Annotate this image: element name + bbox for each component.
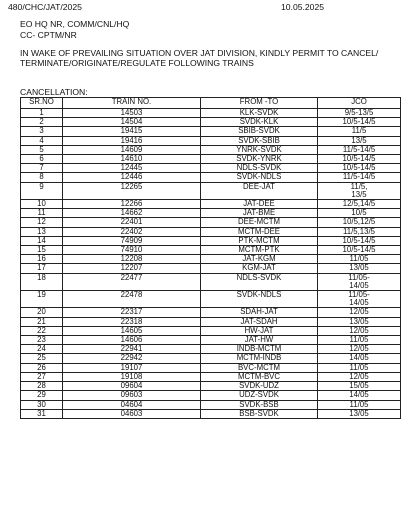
from-to-cell: DEE-JAT <box>201 182 318 199</box>
sr-no-cell: 22 <box>21 326 63 335</box>
sr-no-cell: 5 <box>21 145 63 154</box>
sr-no-cell: 9 <box>21 182 63 199</box>
jco-cell: 11/5-14/5 <box>318 145 401 154</box>
sr-no-cell: 2 <box>21 118 63 127</box>
sr-no-cell: 15 <box>21 246 63 255</box>
sr-no-cell: 13 <box>21 227 63 236</box>
sr-no-cell: 1 <box>21 109 63 118</box>
train-no-cell: 12266 <box>63 200 201 209</box>
jco-cell: 11/05 <box>318 400 401 409</box>
table-row <box>21 400 401 409</box>
sr-no-cell: 11 <box>21 209 63 218</box>
from-to-cell: JAT-KGM <box>201 255 318 264</box>
recipient-line-1: EO HQ NR, COMM/CNL/HQ <box>20 19 130 29</box>
column-header-train-no: TRAIN NO. <box>63 98 201 109</box>
document-date: 10.05.2025 <box>281 2 325 12</box>
train-no-cell: 14606 <box>63 336 201 345</box>
table-row <box>21 391 401 400</box>
column-header-jco: JCO <box>318 98 401 109</box>
table-row <box>21 336 401 345</box>
from-to-cell: DEE-MCTM <box>201 218 318 227</box>
sr-no-cell: 7 <box>21 164 63 173</box>
table-row <box>21 164 401 173</box>
from-to-cell: SDAH-JAT <box>201 308 318 317</box>
sr-no-cell: 24 <box>21 345 63 354</box>
train-no-cell: 12445 <box>63 164 201 173</box>
table-row <box>21 382 401 391</box>
train-no-cell: 22478 <box>63 291 201 308</box>
sr-no-cell: 26 <box>21 363 63 372</box>
jco-cell: 10/5-14/5 <box>318 155 401 164</box>
jco-cell: 12/05 <box>318 326 401 335</box>
jco-cell: 10/5-14/5 <box>318 164 401 173</box>
jco-cell: 10/5-14/5 <box>318 246 401 255</box>
from-to-cell: SBIB-SVDK <box>201 127 318 136</box>
sr-no-cell: 25 <box>21 354 63 363</box>
table-header-row <box>21 98 401 109</box>
table-row <box>21 145 401 154</box>
jco-cell: 11/05 <box>318 255 401 264</box>
jco-cell: 11/05- 14/05 <box>318 291 401 308</box>
train-no-cell: 09604 <box>63 382 201 391</box>
sr-no-cell: 20 <box>21 308 63 317</box>
table-row <box>21 109 401 118</box>
jco-cell: 9/5-13/5 <box>318 109 401 118</box>
from-to-cell: SVDK-KLK <box>201 118 318 127</box>
from-to-cell: SVDK-NDLS <box>201 173 318 182</box>
jco-cell: 13/05 <box>318 264 401 273</box>
table-row <box>21 354 401 363</box>
body-text-line-2: TERMINATE/ORIGINATE/REGULATE FOLLOWING TRAINS <box>20 58 254 68</box>
from-to-cell: YNRK-SVDK <box>201 145 318 154</box>
table-row <box>21 218 401 227</box>
table-row <box>21 246 401 255</box>
table-row <box>21 155 401 164</box>
train-no-cell: 04603 <box>63 409 201 418</box>
sr-no-cell: 10 <box>21 200 63 209</box>
train-no-cell: 14503 <box>63 109 201 118</box>
table-row <box>21 264 401 273</box>
from-to-cell: INDB-MCTM <box>201 345 318 354</box>
sr-no-cell: 21 <box>21 317 63 326</box>
from-to-cell: KGM-JAT <box>201 264 318 273</box>
sr-no-cell: 29 <box>21 391 63 400</box>
table-row <box>21 127 401 136</box>
table-row <box>21 173 401 182</box>
sr-no-cell: 6 <box>21 155 63 164</box>
train-no-cell: 22402 <box>63 227 201 236</box>
from-to-cell: MCTM-DEE <box>201 227 318 236</box>
from-to-cell: BSB-SVDK <box>201 409 318 418</box>
from-to-cell: SVDK-SBIB <box>201 136 318 145</box>
jco-cell: 12/5,14/5 <box>318 200 401 209</box>
from-to-cell: MCTM-BVC <box>201 372 318 381</box>
train-no-cell: 22941 <box>63 345 201 354</box>
table-row <box>21 372 401 381</box>
from-to-cell: MCTM-PTK <box>201 246 318 255</box>
from-to-cell: SVDK-UDZ <box>201 382 318 391</box>
train-no-cell: 22401 <box>63 218 201 227</box>
table-row <box>21 291 401 308</box>
train-no-cell: 19415 <box>63 127 201 136</box>
sr-no-cell: 17 <box>21 264 63 273</box>
train-no-cell: 14662 <box>63 209 201 218</box>
from-to-cell: SVDK-NDLS <box>201 291 318 308</box>
sr-no-cell: 23 <box>21 336 63 345</box>
train-no-cell: 14609 <box>63 145 201 154</box>
from-to-cell: KLK-SVDK <box>201 109 318 118</box>
train-no-cell: 22317 <box>63 308 201 317</box>
from-to-cell: PTK-MCTM <box>201 236 318 245</box>
body-text-line-1: IN WAKE OF PREVAILING SITUATION OVER JAT DIVISION, KINDLY PERMIT TO CANCEL/ <box>20 48 379 58</box>
jco-cell: 11/5, 13/5 <box>318 182 401 199</box>
train-no-cell: 22942 <box>63 354 201 363</box>
sr-no-cell: 18 <box>21 273 63 290</box>
jco-cell: 11/5 <box>318 127 401 136</box>
sr-no-cell: 16 <box>21 255 63 264</box>
from-to-cell: HW-JAT <box>201 326 318 335</box>
sr-no-cell: 8 <box>21 173 63 182</box>
table-row <box>21 236 401 245</box>
from-to-cell: NDLS-SVDK <box>201 273 318 290</box>
jco-cell: 11/05 <box>318 336 401 345</box>
sr-no-cell: 19 <box>21 291 63 308</box>
train-no-cell: 19108 <box>63 372 201 381</box>
jco-cell: 12/05 <box>318 308 401 317</box>
jco-cell: 10/5,12/5 <box>318 218 401 227</box>
from-to-cell: JAT-DEE <box>201 200 318 209</box>
jco-cell: 10/5 <box>318 209 401 218</box>
jco-cell: 13/05 <box>318 317 401 326</box>
jco-cell: 13/5 <box>318 136 401 145</box>
jco-cell: 14/05 <box>318 354 401 363</box>
train-no-cell: 12446 <box>63 173 201 182</box>
table-row <box>21 136 401 145</box>
sr-no-cell: 27 <box>21 372 63 381</box>
train-no-cell: 14610 <box>63 155 201 164</box>
table-row <box>21 255 401 264</box>
jco-cell: 10/5-14/5 <box>318 236 401 245</box>
jco-cell: 12/05 <box>318 345 401 354</box>
train-no-cell: 74910 <box>63 246 201 255</box>
jco-cell: 14/05 <box>318 391 401 400</box>
from-to-cell: JAT-HW <box>201 336 318 345</box>
sr-no-cell: 4 <box>21 136 63 145</box>
train-no-cell: 22477 <box>63 273 201 290</box>
train-no-cell: 14605 <box>63 326 201 335</box>
sr-no-cell: 28 <box>21 382 63 391</box>
from-to-cell: UDZ-SVDK <box>201 391 318 400</box>
table-row <box>21 200 401 209</box>
train-no-cell: 22318 <box>63 317 201 326</box>
train-no-cell: 04604 <box>63 400 201 409</box>
table-row <box>21 363 401 372</box>
train-no-cell: 12265 <box>63 182 201 199</box>
jco-cell: 11/05- 14/05 <box>318 273 401 290</box>
train-no-cell: 09603 <box>63 391 201 400</box>
table-row <box>21 345 401 354</box>
train-no-cell: 19416 <box>63 136 201 145</box>
table-row <box>21 273 401 290</box>
table-row <box>21 182 401 199</box>
recipient-line-2: CC- CPTM/NR <box>20 30 77 40</box>
from-to-cell: SVDK-YNRK <box>201 155 318 164</box>
sr-no-cell: 3 <box>21 127 63 136</box>
from-to-cell: BVC-MCTM <box>201 363 318 372</box>
jco-cell: 13/05 <box>318 409 401 418</box>
sr-no-cell: 31 <box>21 409 63 418</box>
from-to-cell: SVDK-BSB <box>201 400 318 409</box>
table-row <box>21 308 401 317</box>
cancellation-table <box>20 97 401 419</box>
jco-cell: 11/5-14/5 <box>318 173 401 182</box>
jco-cell: 11/05 <box>318 363 401 372</box>
column-header-from-to: FROM -TO <box>201 98 318 109</box>
train-no-cell: 19107 <box>63 363 201 372</box>
train-no-cell: 12207 <box>63 264 201 273</box>
from-to-cell: JAT-BME <box>201 209 318 218</box>
from-to-cell: JAT-SDAH <box>201 317 318 326</box>
table-row <box>21 209 401 218</box>
table-row <box>21 118 401 127</box>
train-no-cell: 14504 <box>63 118 201 127</box>
jco-cell: 12/05 <box>318 372 401 381</box>
sr-no-cell: 30 <box>21 400 63 409</box>
from-to-cell: MCTM-INDB <box>201 354 318 363</box>
jco-cell: 11/5,13/5 <box>318 227 401 236</box>
section-title: CANCELLATION: <box>20 87 88 97</box>
column-header-sr-no: SR.NO <box>21 98 63 109</box>
jco-cell: 10/5-14/5 <box>318 118 401 127</box>
from-to-cell: NDLS-SVDK <box>201 164 318 173</box>
table-row <box>21 326 401 335</box>
sr-no-cell: 12 <box>21 218 63 227</box>
reference-number: 480/CHC/JAT/2025 <box>8 2 82 12</box>
table-row <box>21 409 401 418</box>
table-row <box>21 317 401 326</box>
train-no-cell: 74909 <box>63 236 201 245</box>
train-no-cell: 12208 <box>63 255 201 264</box>
sr-no-cell: 14 <box>21 236 63 245</box>
table-row <box>21 227 401 236</box>
jco-cell: 15/05 <box>318 382 401 391</box>
